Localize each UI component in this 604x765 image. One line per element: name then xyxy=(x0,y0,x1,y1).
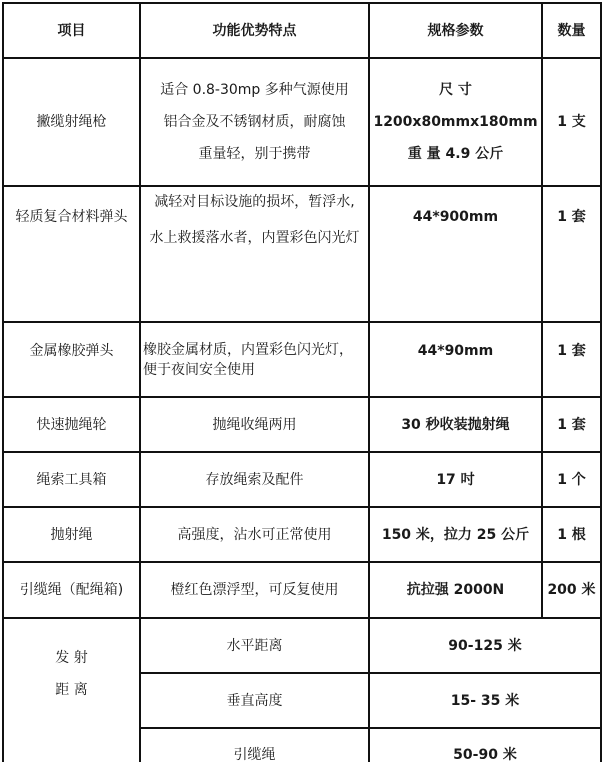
specs-cell: 17 吋 xyxy=(436,471,475,488)
specs-cell: 44*900mm xyxy=(412,209,499,225)
feature-line: 铝合金及不锈钢材质，耐腐蚀 xyxy=(163,114,346,130)
spec-table xyxy=(2,2,602,762)
spec-line: 1200x80mmx180mm xyxy=(373,114,538,130)
features-cell xyxy=(141,192,368,317)
header-specs: 规格参数 xyxy=(427,22,484,39)
qty-cell: 1 个 xyxy=(557,471,586,488)
range-value-cell: 15- 35 米 xyxy=(450,692,520,709)
feature-line: 水上救援落水者，内置彩色闪光灯 xyxy=(149,230,360,246)
specs-cell xyxy=(370,59,541,185)
item-cell: 绳索工具箱 xyxy=(36,471,107,488)
feature-line: 适合 0.8-30mp 多种气源使用 xyxy=(160,82,349,98)
range-name-cell: 垂直高度 xyxy=(226,692,283,709)
item-cell: 金属橡胶弹头 xyxy=(29,343,114,359)
range-name-cell: 水平距离 xyxy=(226,637,283,654)
features-cell: 橙红色漂浮型，可反复使用 xyxy=(170,582,339,598)
specs-cell: 抗拉强 2000N xyxy=(406,582,505,598)
range-value-cell: 90-125 米 xyxy=(448,637,522,654)
header-qty: 数量 xyxy=(557,22,586,39)
table-border-right xyxy=(600,2,602,762)
header-features: 功能优势特点 xyxy=(212,22,297,39)
qty-cell: 1 套 xyxy=(557,343,586,359)
qty-cell: 1 支 xyxy=(557,114,586,130)
spec-line: 重 量 4.9 公斤 xyxy=(407,146,504,162)
header-item: 项目 xyxy=(57,22,86,39)
range-value-cell: 50-90 米 xyxy=(453,747,517,763)
specs-cell: 44*90mm xyxy=(417,343,494,359)
item-cell: 轻质复合材料弹头 xyxy=(15,209,128,225)
specs-cell: 30 秒收装抛射绳 xyxy=(401,416,510,433)
features-cell: 高强度，沾水可正常使用 xyxy=(177,526,332,543)
features-cell: 橡胶金属材质，内置彩色闪光灯，便于夜间安全使用 xyxy=(143,341,353,378)
qty-cell: 200 米 xyxy=(547,582,596,598)
features-cell: 存放绳索及配件 xyxy=(205,471,304,488)
range-label xyxy=(4,619,139,729)
specs-cell: 150 米，拉力 25 公斤 xyxy=(381,526,530,543)
item-cell: 快速抛绳轮 xyxy=(36,416,107,433)
qty-cell: 1 套 xyxy=(557,209,586,225)
features-cell: 抛绳收绳两用 xyxy=(212,416,297,433)
range-label-line: 发 射 xyxy=(55,650,88,666)
feature-line: 减轻对目标设施的损坏，暂浮水, xyxy=(154,194,355,210)
qty-cell: 1 套 xyxy=(557,416,586,433)
item-cell: 引缆绳（配绳箱) xyxy=(19,582,124,598)
item-cell: 抛射绳 xyxy=(50,526,93,543)
feature-line: 重量轻，别于携带 xyxy=(198,146,311,162)
item-cell: 撇缆射绳枪 xyxy=(36,114,107,130)
features-cell xyxy=(141,59,368,185)
range-name-cell: 引缆绳 xyxy=(233,747,276,763)
range-label-line: 距 离 xyxy=(55,682,88,698)
qty-cell: 1 根 xyxy=(557,526,586,543)
spec-line: 尺 寸 xyxy=(439,82,472,98)
